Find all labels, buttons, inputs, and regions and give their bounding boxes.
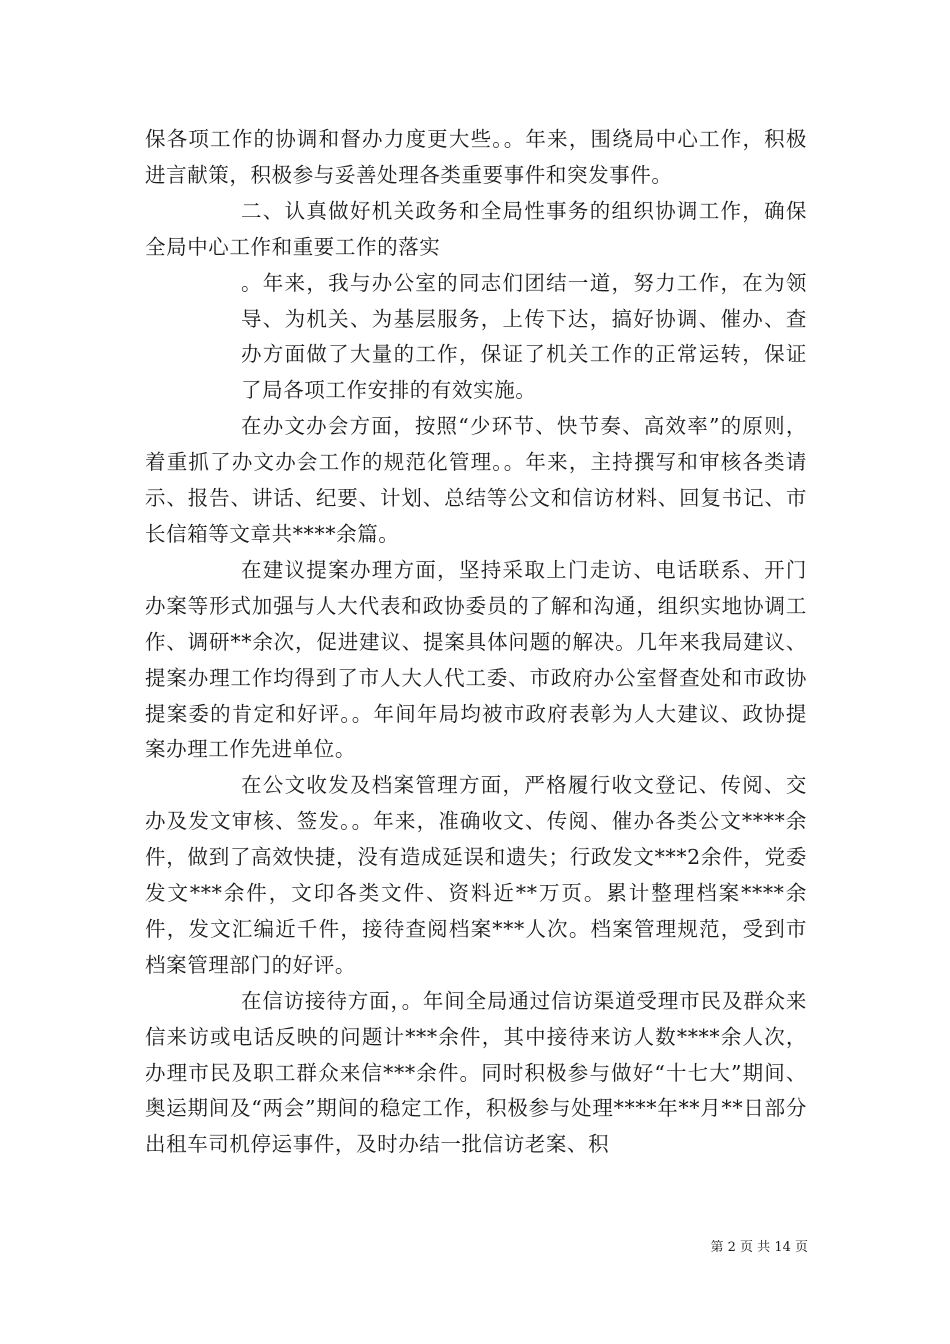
section-heading: 二、认真做好机关政务和全局性事务的组织协调工作，确保全局中心工作和重要工作的落实 bbox=[145, 198, 807, 259]
paragraph-proposals: 在建议提案办理方面，坚持采取上门走访、电话联系、开门办案等形式加强与人大代表和政协委员的了解和沟通，组织实地协调工作、调研**余次，促进建议、提案具体问题的解决。几年来我局建议、提案办理工作均得到了市人大人代工委、市政府办公室督查处和市政协提案委的肯定和好评。。年间年局均被市政府表彰为人大建议、政协提案办理工作先进单位。 bbox=[145, 557, 807, 762]
paragraph-documents-meetings: 在办文办会方面，按照“少环节、快节奏、高效率”的原则，着重抓了办文办会工作的规范化管理。。年来，主持撰写和审核各类请示、报告、讲话、纪要、计划、总结等公文和信访材料、回复书记、市长信箱等文章共****余篇。 bbox=[145, 414, 807, 546]
paragraph-office-work: 。年来，我与办公室的同志们团结一道，努力工作，在为领导、为机关、为基层服务，上传下达，搞好协调、催办、查办方面做了大量的工作，保证了机关工作的正常运转，保证了局各项工作安排的有效实施。 bbox=[241, 270, 807, 403]
page-number: 第 2 页 共 14 页 bbox=[710, 1240, 808, 1255]
paragraph-petitions: 在信访接待方面，。年间全局通过信访渠道受理市民及群众来信来访或电话反映的问题计***余件，其中接待来访人数****余人次，办理市民及职工群众来信***余件。同时积极参与做好“十七大”期间、奥运期间及“两会”期间的稳定工作，积极参与处理****年**月**日部分出租车司机停运事件，及时办结一批信访老案、积 bbox=[145, 988, 807, 1157]
paragraph-continuation: 保各项工作的协调和督办力度更大些。。年来，围绕局中心工作，积极进言献策，积极参与妥善处理各类重要事件和突发事件。 bbox=[145, 127, 807, 187]
paragraph-archives: 在公文收发及档案管理方面，严格履行收文登记、传阅、交办及发文审核、签发。。年来，准确收文、传阅、催办各类公文****余件，做到了高效快捷，没有造成延误和遗失；行政发文***2余件，党委发文***余件，文印各类文件、资料近**万页。累计整理档案****余件，发文汇编近千件，接待查阅档案***人次。档案管理规范，受到市档案管理部门的好评。 bbox=[145, 773, 807, 977]
body-text bbox=[145, 122, 807, 1163]
